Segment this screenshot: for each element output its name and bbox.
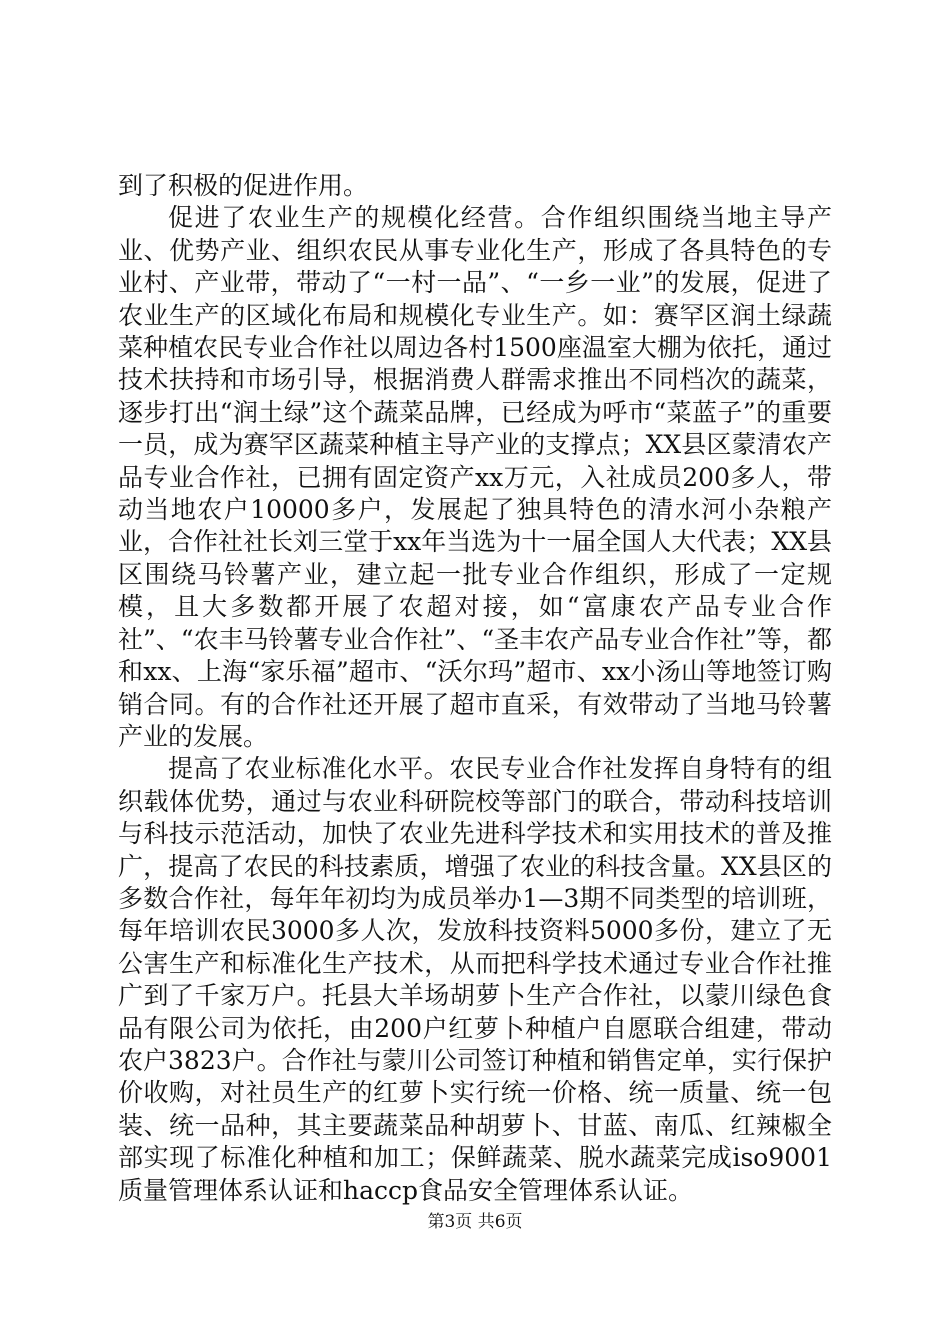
paragraph-2: 促进了农业生产的规模化经营。合作组织围绕当地主导产业、优势产业、组织农民从事专业化生产，形成了各具特色的专业村、产业带，带动了“一村一品”、“一乡一业”的发展，促进了农业生产的区域化布局和规模化专业生产。如：赛罕区润土绿蔬菜种植农民专业合作社以周边各村1500座温室大棚为依托，通过技术扶持和市场引导，根据消费人群需求推出不同档次的蔬菜，逐步打出“润土绿”这个蔬菜品牌，已经成为呼市“菜蓝子”的重要一员，成为赛罕区蔬菜种植主导产业的支撑点；XX县区蒙清农产品专业合作社，已拥有固定资产xx万元，入社成员200多人，带动当地农户10000多户，发展起了独具特色的清水河小杂粮产业，合作社社长刘三堂于xx年当选为十一届全国人大代表；XX县区围绕马铃薯产业，建立起一批专业合作组织，形成了一定规模，且大多数都开展了农超对接，如“富康农产品专业合作社”、“农丰马铃薯专业合作社”、“圣丰农产品专业合作社”等，都和xx、上海“家乐福”超市、“沃尔玛”超市、xx小汤山等地签订购销合同。有的合作社还开展了超市直采，有效带动了当地马铃薯产业的发展。 — [118, 203, 832, 751]
page-footer — [0, 1211, 950, 1233]
page-number-label: 第3页 共6页 — [427, 1212, 523, 1232]
document-body — [118, 170, 832, 1207]
paragraph-1: 到了积极的促进作用。 — [118, 171, 369, 200]
paragraph-3: 提高了农业标准化水平。农民专业合作社发挥自身特有的组织载体优势，通过与农业科研院校等部门的联合，带动科技培训与科技示范活动，加快了农业先进科学技术和实用技术的普及推广，提高了农民的科技素质，增强了农业的科技含量。XX县区的多数合作社，每年年初均为成员举办1—3期不同类型的培训班，每年培训农民3000多人次，发放科技资料5000多份，建立了无公害生产和标准化生产技术，从而把科学技术通过专业合作社推广到了千家万户。托县大羊场胡萝卜生产合作社，以蒙川绿色食品有限公司为依托，由200户红萝卜种植户自愿联合组建，带动农户3823户。合作社与蒙川公司签订种植和销售定单，实行保护价收购，对社员生产的红萝卜实行统一价格、统一质量、统一包装、统一品种，其主要蔬菜品种胡萝卜、甘蓝、南瓜、红辣椒全部实现了标准化种植和加工；保鲜蔬菜、脱水蔬菜完成iso9001质量管理体系认证和haccp食品安全管理体系认证。 — [118, 754, 832, 1205]
